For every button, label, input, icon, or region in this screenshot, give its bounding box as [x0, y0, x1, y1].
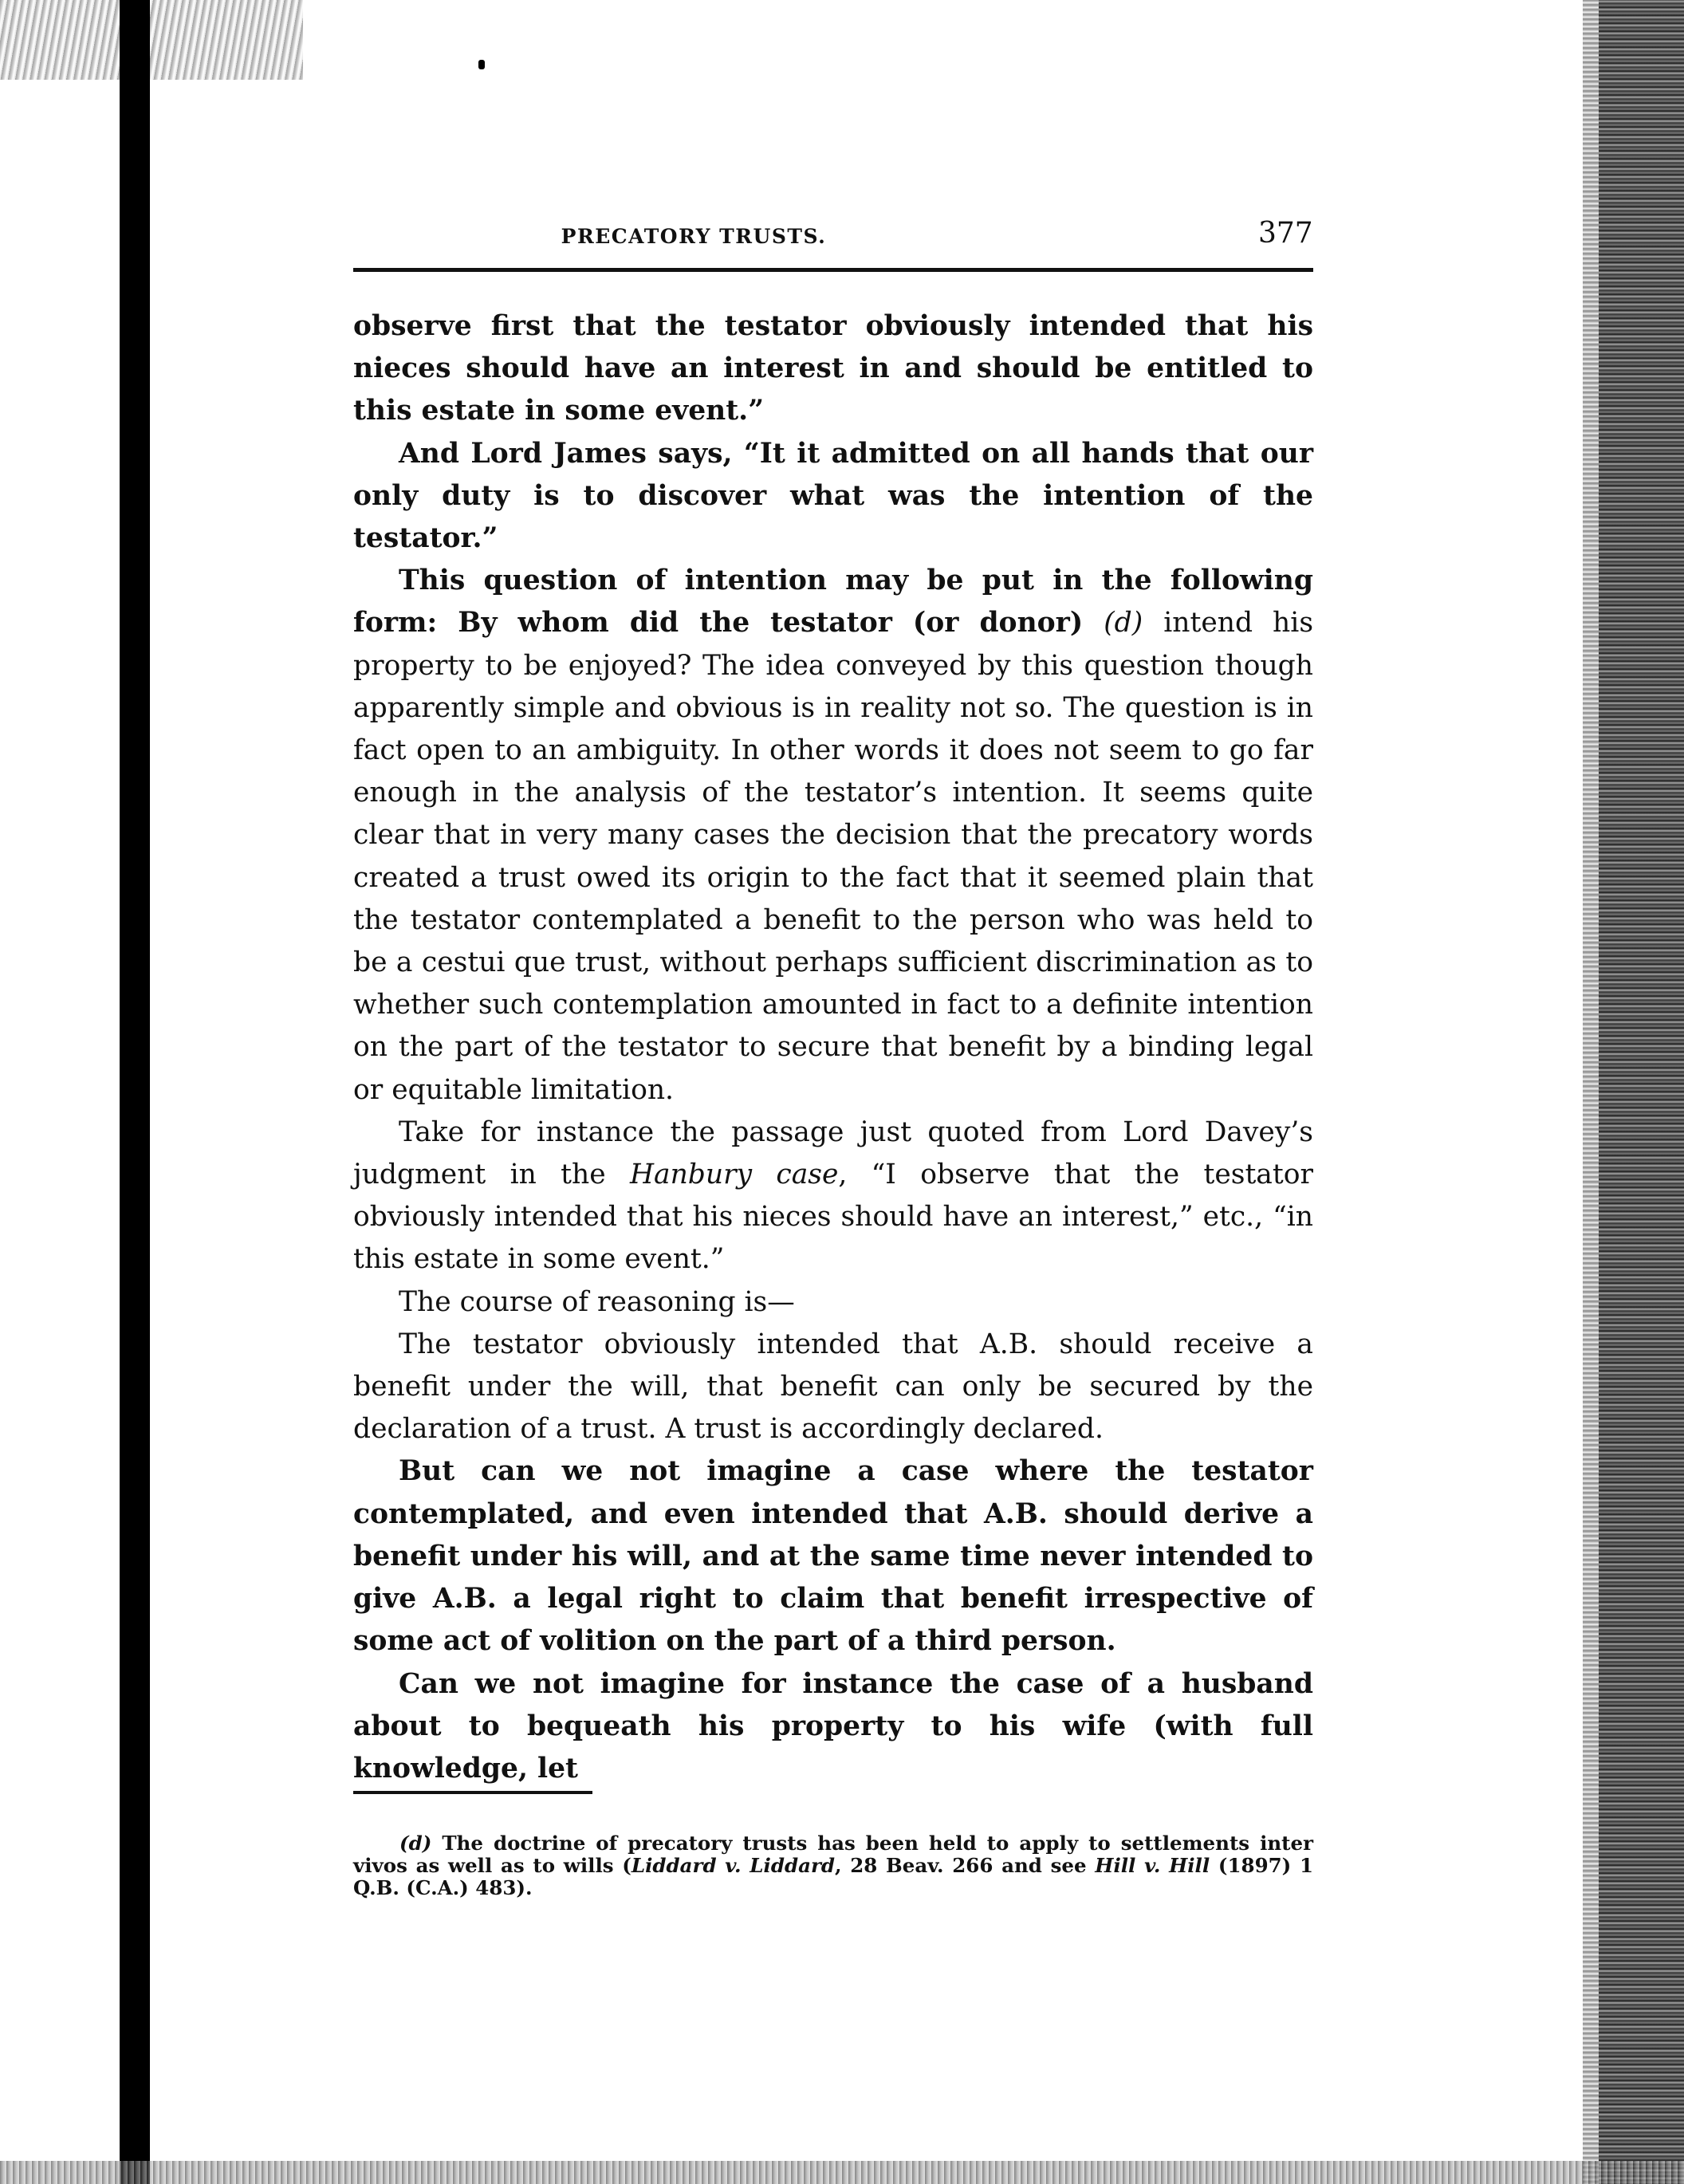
footnote-text-b: , 28 Beav. 266 and see	[835, 1854, 1087, 1877]
page-body	[353, 305, 1313, 1790]
paragraph-2: And Lord James says, “It it admitted on all hands that our only duty is to discover what was the intention of the testator.”	[353, 437, 1313, 555]
paragraph-4-start: Take for instance the passage just quoted from Lord Davey’s judgment in the	[353, 1116, 1313, 1191]
running-title: PRECATORY TRUSTS.	[561, 225, 827, 248]
footnote-text-c: (1897) 1 Q.B. (C.A.) 483).	[353, 1854, 1314, 1899]
footnote-marker: (d)	[399, 1832, 432, 1855]
footnote-rule	[353, 1791, 592, 1794]
page-number: 377	[1258, 217, 1313, 250]
paragraph-7: But can we not imagine a case where the testator contemplated, and even intended that A.B. should derive a benefit under his will, and at the same time never intended to give A.B. a legal right to claim that benefit irrespective of some act of volition on the part of a third person.	[353, 1455, 1313, 1658]
footnote-case-liddard: Liddard v. Liddard	[631, 1854, 835, 1877]
scan-binding-shadow	[120, 0, 150, 2184]
scan-right-edge-inner	[1583, 0, 1599, 2184]
scan-smudge	[0, 0, 303, 80]
footnote-reference: (d)	[1104, 607, 1143, 639]
footnote-case-hill: Hill v. Hill	[1095, 1854, 1210, 1877]
footnote	[353, 1832, 1313, 1899]
paragraph-4	[353, 1112, 1313, 1281]
paragraph-1: observe first that the testator obviously intended that his nieces should have an interest in and should be entitled to this estate in some event.”	[353, 310, 1313, 427]
scan-speck	[478, 60, 485, 69]
header-rule	[353, 268, 1313, 272]
footnote-text-a: The doctrine of precatory trusts has been held to apply to settlements inter vivos as well as to wills (	[353, 1832, 1313, 1877]
paragraph-3	[353, 560, 1313, 1112]
paragraph-3-rest: intend his property to be enjoyed? The idea conveyed by this question though apparently simple and obvious is in reality not so. The question is in fact open to an ambiguity. In other words it does not seem to go far enough in the analysis of the testator’s intention. It seems quite clear that in very many cases the decision that the precatory words created a trust owed its origin to the fact that it seemed plain that the testator contemplated a benefit to the person who was held to be a cestui que trust, without perhaps sufficient discrimination as to whether such contemplation amounted in fact to a definite intention on the part of the testator to secure that benefit by a binding legal or equitable limitation.	[353, 607, 1314, 1106]
scan-bottom-edge	[0, 2161, 1684, 2184]
paragraph-5: The course of reasoning is—	[399, 1285, 795, 1318]
scan-left-margin	[0, 0, 120, 2184]
paragraph-8: Can we not imagine for instance the case of a husband about to bequeath his property to his wife (with full knowledge, let	[353, 1667, 1313, 1785]
case-name-hanbury: Hanbury case	[629, 1159, 839, 1191]
paragraph-3-start: This question of intention may be put in the following form: By whom did the testator (or donor)	[353, 565, 1313, 639]
paragraph-6: The testator obviously intended that A.B. should receive a benefit under the will, that benefit can only be secured by the declaration of a trust. A trust is accordingly declared.	[353, 1328, 1313, 1446]
paragraph-4-rest: , “I observe that the testator obviously intended that his nieces should have an interest,” etc., “in this estate in some event.”	[353, 1159, 1314, 1276]
running-header	[355, 225, 993, 257]
